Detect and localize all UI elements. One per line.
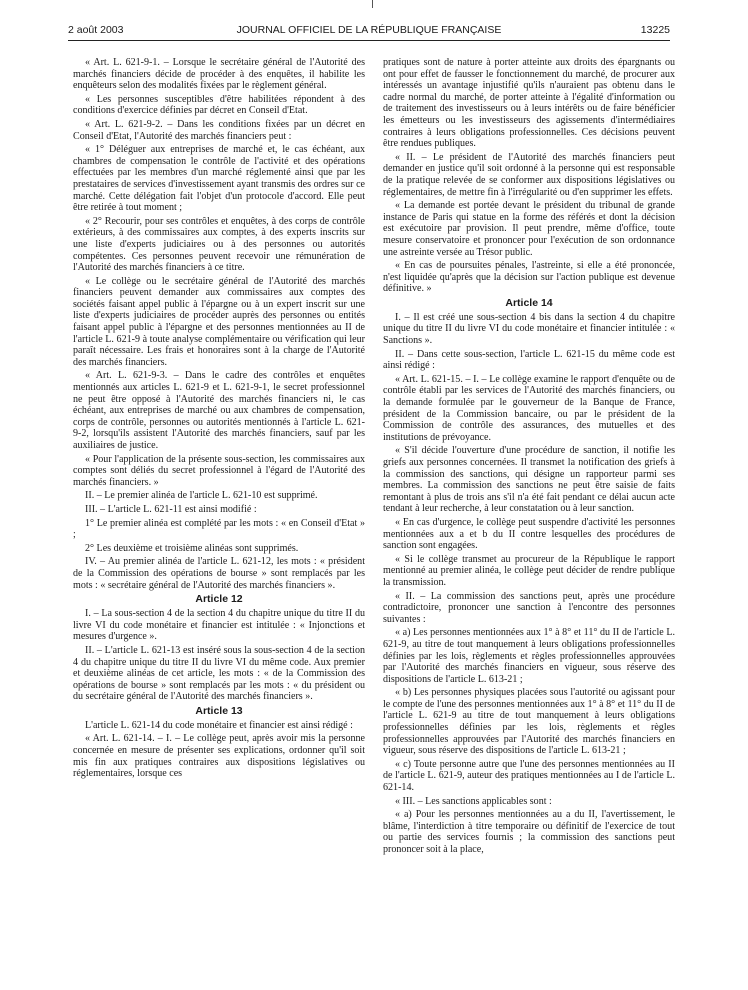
header-date: 2 août 2003 xyxy=(68,24,124,36)
paragraph: 2° Les deuxième et troisième alinéas sont supprimés. xyxy=(85,542,299,554)
paragraph: « Art. L. 621-9-3. – Dans le cadre des contrôles et enquêtes mentionnés aux articles L. 621-9 et L. 621-9-1, le secret professionnel ne peut être opposé à l'Autorité des marchés financiers ni, le cas échéant, aux entreprises de marché ou aux chambres de compensation, corps de contrôle, personnes ou autorités mentionnés à l'article L. 621-9-2, lorsqu'ils assistent l'Autorité des marchés financiers, sauf par les auxiliaires de justice. xyxy=(73,370,365,451)
paragraph: « Le collège ou le secrétaire général de l'Autorité des marchés financiers peuvent demander aux commissaires aux comptes des sociétés faisant appel public à l'épargne ou à un expert inscrit sur une liste d'experts judiciaires de procéder auprès des personnes ou entités faisant appel public à l'épargne et des personnes mentionnées au II de l'article L. 621-9 à toute analyse complémentaire ou vérification qui leur paraît nécessaire. Les frais et honoraires sont à la charge de l'Autorité des marchés financiers. xyxy=(73,275,365,368)
paragraph: I. – La sous-section 4 de la section 4 du chapitre unique du titre II du livre VI du code monétaire et financier est intitulée : « Injonctions et mesures d'urgence ». xyxy=(73,608,365,643)
paragraph: « III. – Les sanctions applicables sont : xyxy=(395,795,552,807)
page-header xyxy=(68,22,670,38)
header-page-number: 13225 xyxy=(640,24,670,36)
header-journal-title: JOURNAL OFFICIEL DE LA RÉPUBLIQUE FRANÇAISE xyxy=(236,24,502,36)
paragraph: I. – Il est créé une sous-section 4 bis dans la section 4 du chapitre unique du titre II du livre VI du code monétaire et financier intitulée : « Sanctions ». xyxy=(383,311,675,347)
article-heading: Article 14 xyxy=(505,296,553,309)
paragraph: « S'il décide l'ouverture d'une procédure de sanction, il notifie les griefs aux personnes concernées. Il transmet la notification des griefs à la commission des sanctions, qui désigne un rapporteur parmi ses membres. La commission des sanctions ne peut être saisie de faits remontant à plus de trois ans s'il n'a été fait pendant ce délai aucun acte tendant à leur recherche, à leur constatation ou à leur sanction. xyxy=(383,445,675,515)
article-heading: Article 13 xyxy=(195,704,243,717)
right-column xyxy=(383,57,675,858)
paragraph: « b) Les personnes physiques placées sous l'autorité ou agissant pour le compte de l'une des personnes mentionnées aux 1° à 8° et 11° du II de l'article L. 621-9 au titre de tout manquement à leurs obligations professionnelles définies par les lois, règlements et règles professionnelles approuvées par l'Autorité des marchés financiers en vigueur, sous réserve des dispositions de l'article L. 613-21 ; xyxy=(383,687,675,757)
paragraph: II. – Dans cette sous-section, l'article L. 621-15 du même code est ainsi rédigé : xyxy=(383,348,675,372)
paragraph: 1° Le premier alinéa est complété par les mots : « en Conseil d'Etat » ; xyxy=(73,517,365,541)
paragraph: « Art. L. 621-9-2. – Dans les conditions fixées par un décret en Conseil d'Etat, l'Autorité des marchés financiers peut : xyxy=(73,118,365,142)
paragraph: « Art. L. 621-9-1. – Lorsque le secrétaire général de l'Autorité des marchés financiers décide de procéder à des enquêtes, il habilite les enquêteurs selon des modalités fixées par le règlement général. xyxy=(73,57,365,92)
paragraph: « c) Toute personne autre que l'une des personnes mentionnées au II de l'article L. 621-9, auteur des pratiques mentionnées au I de l'article L. 621-14. xyxy=(383,758,675,794)
paragraph: « 2° Recourir, pour ses contrôles et enquêtes, à des corps de contrôle extérieurs, à des commissaires aux comptes, à des experts inscrits sur une liste d'experts judiciaires ou à des personnes ou autorités compétentes. Ces personnes peuvent recevoir une rémunération de l'Autorité des marchés financiers à ce titre. xyxy=(73,215,365,274)
paragraph: « II. – Le président de l'Autorité des marchés financiers peut demander en justice qu'il soit ordonné à la personne qui est responsable de la pratique relevée de se conformer aux dispositions législatives ou réglementaires, de mettre fin à l'irrégularité ou d'en supprimer les effets. xyxy=(383,151,675,198)
paragraph: II. – Le premier alinéa de l'article L. 621-10 est supprimé. xyxy=(85,490,318,502)
paragraph: « Art. L. 621-15. – I. – Le collège examine le rapport d'enquête ou de contrôle établi par les services de l'Autorité des marchés financiers, ou la demande formulée par le gouverneur de la Banque de France, président de la Commission bancaire, ou par le président de la Commission de contrôle des assurances, des mutuelles et des institutions de prévoyance. xyxy=(383,373,675,443)
paragraph: « a) Pour les personnes mentionnées au a du II, l'avertissement, le blâme, l'interdiction à titre temporaire ou définitif de l'exercice de tout ou partie des services fournis ; la commission des sanctions peut prononcer soit à la place, xyxy=(383,809,675,855)
paragraph: IV. – Au premier alinéa de l'article L. 621-12, les mots : « président de la Commission des opérations de bourse » sont remplacés par les mots : « secrétaire général de l'Autorité des marchés financiers ». xyxy=(73,556,365,591)
fold-mark xyxy=(372,0,373,8)
paragraph: « a) Les personnes mentionnées aux 1° à 8° et 11° du II de l'article L. 621-9, au titre de tout manquement à leurs obligations professionnelles définies par les lois, règlements et règles professionnelles approuvées par l'Autorité des marchés financiers en vigueur, sous réserve des dispositions de l'article L. 613-21 ; xyxy=(383,627,675,685)
paragraph: L'article L. 621-14 du code monétaire et financier est ainsi rédigé : xyxy=(85,719,353,731)
paragraph: II. – L'article L. 621-13 est inséré sous la sous-section 4 de la section 4 du chapitre unique du titre II du livre VI du même code. Aux premier et deuxième alinéas de cet article, les mots : « de la Commission des opérations de bourse » sont remplacés par les mots : « du président ou du secrétaire général de l'Autorité des marchés financiers ». xyxy=(73,644,365,703)
paragraph: « Pour l'application de la présente sous-section, les commissaires aux comptes sont déliés du secret professionnel à l'égard de l'Autorité des marchés financiers. » xyxy=(73,453,365,488)
paragraph: « 1° Déléguer aux entreprises de marché et, le cas échéant, aux chambres de compensation le contrôle de l'activité et des opérations effectuées par les membres d'un marché réglementé ainsi que par les prestataires de services d'investissement ayant transmis des ordres sur ce marché. Cette délégation fait l'objet d'un protocole d'accord. Elle peut être retirée à tout moment ; xyxy=(73,144,365,214)
paragraph: « Si le collège transmet au procureur de la République le rapport mentionné au premier alinéa, le collège peut décider de rendre publique la transmission. xyxy=(383,553,675,588)
article-heading: Article 12 xyxy=(195,593,243,606)
paragraph: « Art. L. 621-14. – I. – Le collège peut, après avoir mis la personne concernée en mesure de présenter ses explications, ordonner qu'il soit mis fin aux pratiques contraires aux dispositions législatives ou réglementaires, lorsque ces xyxy=(73,733,365,780)
paragraph: « En cas d'urgence, le collège peut suspendre d'activité les personnes mentionnées aux a et b du II contre lesquelles des procédures de sanction sont engagées. xyxy=(383,516,675,552)
paragraph: « II. – La commission des sanctions peut, après une procédure contradictoire, prononcer une sanction à l'encontre des personnes suivantes : xyxy=(383,590,675,625)
left-column xyxy=(73,57,365,782)
paragraph: « Les personnes susceptibles d'être habilitées répondent à des conditions d'exercice définies par décret en Conseil d'Etat. xyxy=(73,93,365,117)
paragraph: pratiques sont de nature à porter atteinte aux droits des épargnants ou ont pour effet de fausser le fonctionnement du marché, de procurer aux intéressés un avantage injustifié qu'ils n'auraient pas obtenu dans le cadre normal du marché, de porter atteinte à l'égalité d'information ou de traitement des investisseurs ou à leurs intérêts ou de faire bénéficier les émetteurs ou les investisseurs des agissements d'intermédiaires contraires à leurs obligations professionnelles. Ces décisions peuvent être rendues publiques. xyxy=(383,57,675,150)
paragraph: III. – L'article L. 621-11 est ainsi modifié : xyxy=(85,503,257,515)
header-rule xyxy=(68,40,670,41)
paragraph: « En cas de poursuites pénales, l'astreinte, si elle a été prononcée, n'est liquidée qu'après que la décision sur l'action publique est devenue définitive. » xyxy=(383,260,675,295)
paragraph: « La demande est portée devant le président du tribunal de grande instance de Paris qui statue en la forme des référés et dont la décision est exécutoire par provision. Il peut prendre, même d'office, toute mesure conservatoire et prononcer pour l'exécution de son ordonnance une astreinte versée au Trésor public. xyxy=(383,200,675,258)
